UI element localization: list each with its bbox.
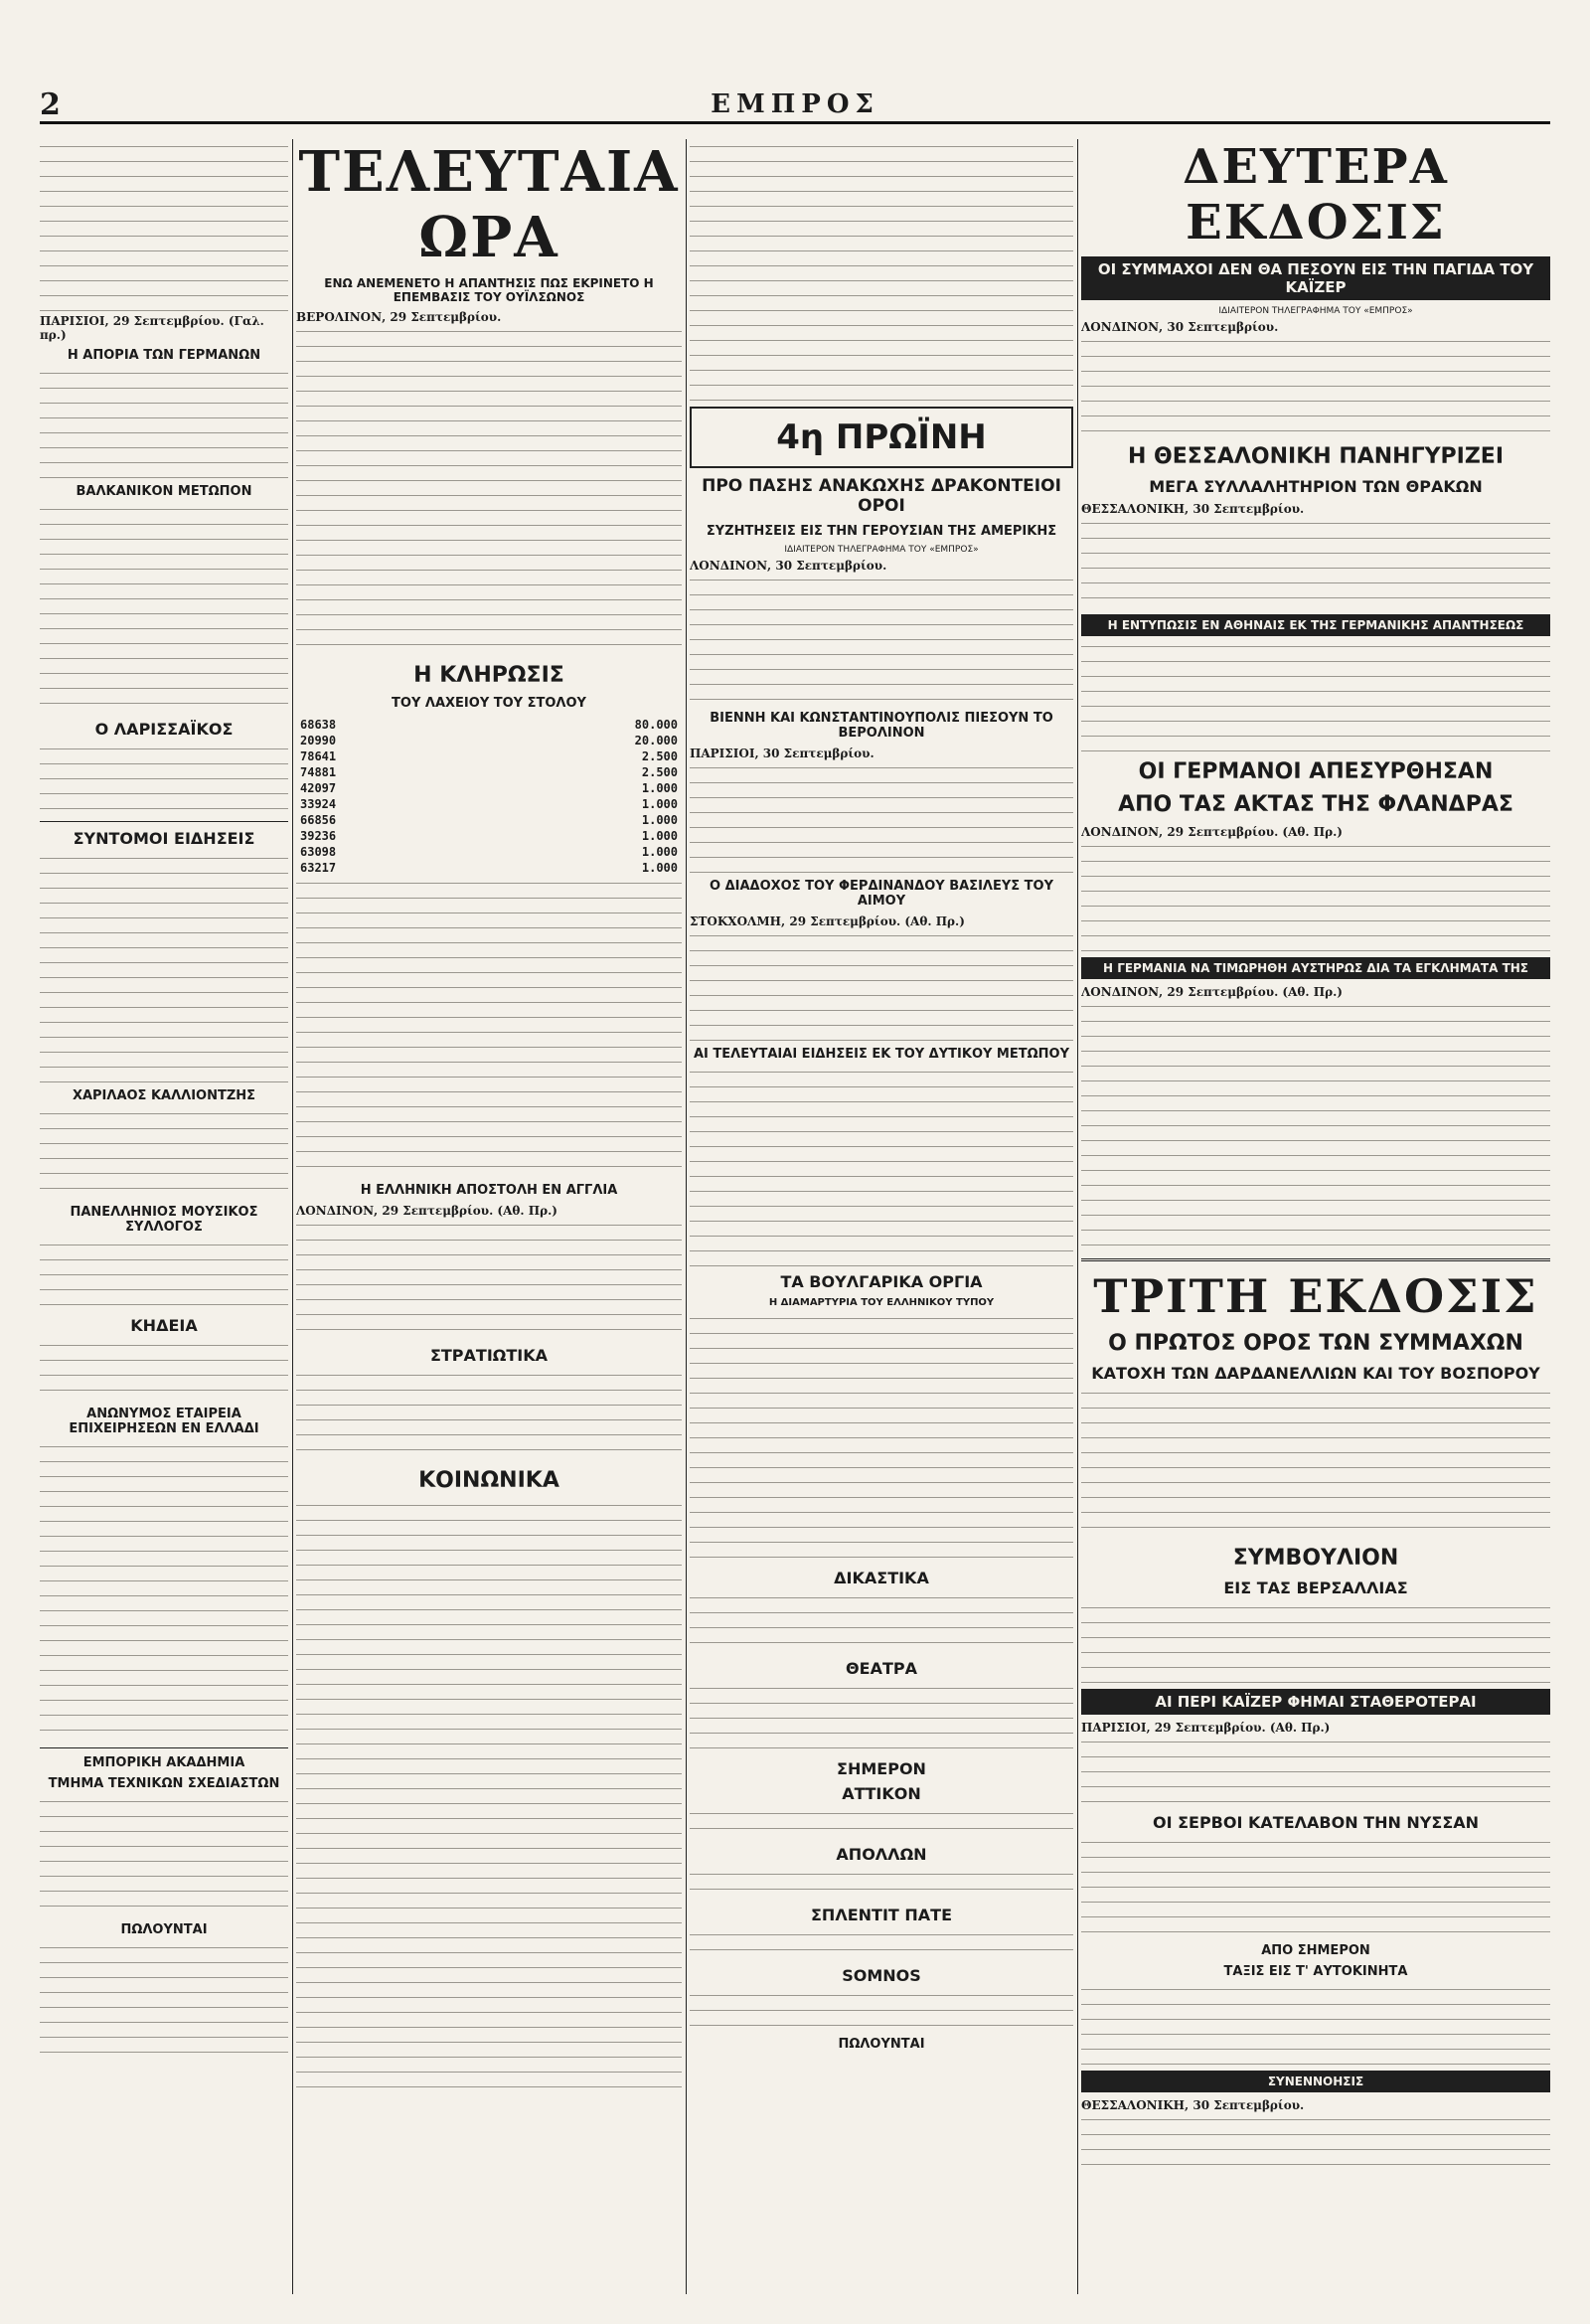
text-block [40, 1442, 288, 1741]
text-block [1081, 1603, 1550, 1683]
text-block [690, 1684, 1073, 1753]
column-2 [296, 139, 682, 2294]
lottery-number: 42097 [300, 781, 337, 795]
dateline: ΛΟΝΔΙΝΟΝ, 30 Σεπτεμβρίου. [1081, 320, 1279, 334]
headline: 4η ΠΡΩΪΝΗ [776, 417, 987, 457]
text-block [690, 576, 1073, 705]
headline: ΤΕΛΕΥΤΑΙΑ ΩΡΑ [298, 139, 680, 270]
banner-heading: ΣΥΝΕΝΝΟΗΣΙΣ [1081, 2071, 1550, 2092]
text-block [690, 1991, 1073, 2031]
banner-heading: ΑΙ ΠΕΡΙ ΚΑΪΖΕΡ ΦΗΜΑΙ ΣΤΑΘΕΡΟΤΕΡΑΙ [1081, 1689, 1550, 1715]
section-heading: ΠΡΟ ΠΑΣΗΣ ΑΝΑΚΩΧΗΣ ΔΡΑΚΟΝΤΕΙΟΙ ΟΡΟΙ [702, 476, 1061, 516]
lottery-prize: 80.000 [634, 718, 678, 732]
text-block [1081, 642, 1550, 751]
lottery-number: 74881 [300, 765, 337, 779]
section-heading: ΑΠΟ ΣΗΜΕΡΟΝ [1261, 1943, 1370, 1958]
text-block [40, 1943, 288, 2063]
lottery-number: 33924 [300, 797, 337, 811]
section-heading: Ο ΔΙΑΔΟΧΟΣ ΤΟΥ ΦΕΡΔΙΝΑΝΔΟΥ ΒΑΣΙΛΕΥΣ ΤΟΥ ΑΙΜΟΥ [710, 879, 1053, 909]
divider [40, 821, 288, 822]
lottery-row [296, 812, 682, 828]
section-heading: ΚΗΔΕΙΑ [130, 1316, 198, 1335]
text-block [690, 931, 1073, 1041]
dateline: ΛΟΝΔΙΝΟΝ, 30 Σεπτεμβρίου. [690, 559, 887, 573]
lottery-prize: 2.500 [641, 749, 678, 763]
text-block [690, 763, 1073, 873]
text-block [296, 879, 682, 1177]
section-heading: ΘΕΑΤΡΑ [846, 1659, 917, 1678]
dateline: ΣΤΟΚΧΟΛΜΗ, 29 Σεπτεμβρίου. (Αθ. Πρ.) [690, 914, 965, 928]
text-block [40, 1797, 288, 1916]
column-rule [292, 139, 293, 2294]
column-4 [1081, 139, 1550, 2294]
lottery-row [296, 717, 682, 733]
text-block [690, 142, 1073, 401]
column-3 [690, 139, 1073, 2294]
text-block [690, 1068, 1073, 1266]
lottery-prize: 20.000 [634, 734, 678, 747]
telegram-label: ΙΔΙΑΙΤΕΡΟΝ ΤΗΛΕΓΡΑΦΗΜΑ ΤΟΥ «ΕΜΠΡΟΣ» [784, 545, 979, 555]
lottery-prize: 1.000 [641, 829, 678, 843]
text-block [690, 1809, 1073, 1839]
section-subheading: ΤΑΞΙΣ ΕΙΣ Τ' ΑΥΤΟΚΙΝΗΤΑ [1223, 1964, 1408, 1979]
dateline: ΘΕΣΣΑΛΟΝΙΚΗ, 30 Σεπτεμβρίου. [1081, 502, 1305, 516]
dateline: ΛΟΝΔΙΝΟΝ, 29 Σεπτεμβρίου. (Αθ. Πρ.) [296, 1204, 557, 1218]
column-1 [40, 139, 288, 2294]
section-subheading: Η ΔΙΑΜΑΡΤΥΡΙΑ ΤΟΥ ΕΛΛΗΝΙΚΟΥ ΤΥΠΟΥ [768, 1297, 995, 1308]
text-block [40, 142, 288, 311]
lottery-number: 20990 [300, 734, 337, 747]
lottery-row [296, 733, 682, 748]
section-heading: ΤΑ ΒΟΥΛΓΑΡΙΚΑ ΟΡΓΙΑ [780, 1272, 983, 1291]
paper-name: ΕΜΠΡΟΣ [711, 89, 879, 119]
text-block [296, 1371, 682, 1460]
text-block [296, 327, 682, 655]
text-block [690, 1593, 1073, 1653]
section-heading: ΑΙ ΤΕΛΕΥΤΑΙΑΙ ΕΙΔΗΣΕΙΣ ΕΚ ΤΟΥ ΔΥΤΙΚΟΥ ΜΕΤΩΠΟΥ [693, 1047, 1070, 1062]
lottery-number: 78641 [300, 749, 337, 763]
section-heading: ΑΠΟΛΛΩΝ [836, 1845, 927, 1864]
section-heading: ΚΟΙΝΩΝΙΚΑ [418, 1468, 559, 1493]
lottery-row [296, 796, 682, 812]
lottery-row [296, 860, 682, 876]
section-heading: Ο ΛΑΡΙΣΣΑΪΚΟΣ [94, 720, 234, 739]
text-block [1081, 1985, 1550, 2065]
text-block [1081, 519, 1550, 608]
lottery-row [296, 844, 682, 860]
dateline: ΒΕΡΟΛΙΝΟΝ, 29 Σεπτεμβρίου. [296, 310, 502, 324]
section-heading: Η ΘΕΣΣΑΛΟΝΙΚΗ ΠΑΝΗΓΥΡΙΖΕΙ [1127, 444, 1505, 469]
text-block [40, 854, 288, 1082]
subheadline: ΕΝΩ ΑΝΕΜΕΝΕΤΟ Η ΑΠΑΝΤΗΣΙΣ ΠΩΣ ΕΚΡΙΝΕΤΟ Η ΕΠΕΜΒΑΣΙΣ ΤΟΥ ΟΥΪΛΣΩΝΟΣ [324, 276, 654, 304]
headline-box [690, 407, 1073, 468]
section-subheading: ΤΟΥ ΛΑΧΕΙΟΥ ΤΟΥ ΣΤΟΛΟΥ [392, 696, 586, 711]
section-heading: ΠΑΝΕΛΛΗΝΙΟΣ ΜΟΥΣΙΚΟΣ ΣΥΛΛΟΓΟΣ [70, 1205, 258, 1235]
section-heading: ΣΠΛΕΝΤΙΤ ΠΑΤΕ [811, 1906, 952, 1924]
section-heading: Η ΚΛΗΡΩΣΙΣ [413, 663, 564, 688]
section-heading: ΒΙΕΝΝΗ ΚΑΙ ΚΩΝΣΤΑΝΤΙΝΟΥΠΟΛΙΣ ΠΙΕΣΟΥΝ ΤΟ ΒΕΡΟΛΙΝΟΝ [710, 711, 1053, 741]
text-block [40, 1241, 288, 1310]
banner-heading: Η ΓΕΡΜΑΝΙΑ ΝΑ ΤΙΜΩΡΗΘΗ ΑΥΣΤΗΡΩΣ ΔΙΑ ΤΑ ΕΓΚΛΗΜΑΤΑ ΤΗΣ [1081, 957, 1550, 979]
lottery-number: 39236 [300, 829, 337, 843]
lottery-prize: 1.000 [641, 797, 678, 811]
section-heading: ΟΙ ΓΕΡΜΑΝΟΙ ΑΠΕΣΥΡΘΗΣΑΝ [1138, 759, 1494, 784]
dateline: ΠΑΡΙΣΙΟΙ, 30 Σεπτεμβρίου. [690, 747, 874, 760]
lottery-table [296, 717, 682, 876]
section-subheading: ΣΥΖΗΤΗΣΕΙΣ ΕΙΣ ΤΗΝ ΓΕΡΟΥΣΙΑΝ ΤΗΣ ΑΜΕΡΙΚΗΣ [706, 524, 1057, 539]
text-block [1081, 2115, 1550, 2175]
dateline: ΛΟΝΔΙΝΟΝ, 29 Σεπτεμβρίου. (Αθ. Πρ.) [1081, 985, 1343, 999]
text-block [1081, 1002, 1550, 1250]
text-block [1081, 1838, 1550, 1937]
section-subheading: ΕΙΣ ΤΑΣ ΒΕΡΣΑΛΛΙΑΣ [1223, 1578, 1408, 1597]
lottery-prize: 1.000 [641, 813, 678, 827]
section-heading: ΑΝΩΝΥΜΟΣ ΕΤΑΙΡΕΙΑ ΕΠΙΧΕΙΡΗΣΕΩΝ ΕΝ ΕΛΛΑΔΙ [69, 1407, 259, 1436]
headline: ΔΕΥΤΕΡΑ ΕΚΔΟΣΙΣ [1183, 139, 1449, 250]
text-block [40, 745, 288, 814]
text-block [296, 1221, 682, 1340]
masthead [40, 87, 1550, 124]
section-heading: ΑΠΟ ΤΑΣ ΑΚΤΑΣ ΤΗΣ ΦΛΑΝΔΡΑΣ [1118, 792, 1513, 817]
page-number: 2 [40, 87, 61, 122]
section-heading: ΔΙΚΑΣΤΙΚΑ [834, 1569, 929, 1587]
dateline: ΠΑΡΙΣΙΟΙ, 29 Σεπτεμβρίου. (Γαλ. πρ.) [40, 314, 264, 342]
column-rule [1077, 139, 1078, 2294]
section-heading: ΣΤΡΑΤΙΩΤΙΚΑ [429, 1346, 549, 1365]
text-block [690, 1870, 1073, 1900]
text-block [1081, 1738, 1550, 1807]
text-block [40, 1109, 288, 1199]
text-block [40, 1341, 288, 1401]
lottery-prize: 2.500 [641, 765, 678, 779]
section-heading: SOMNOS [842, 1966, 921, 1985]
lottery-prize: 1.000 [641, 861, 678, 875]
banner-heading: ΟΙ ΣΥΜΜΑΧΟΙ ΔΕΝ ΘΑ ΠΕΣΟΥΝ ΕΙΣ ΤΗΝ ΠΑΓΙΔΑ ΤΟΥ ΚΑΪΖΕΡ [1081, 256, 1550, 300]
dateline: ΛΟΝΔΙΝΟΝ, 29 Σεπτεμβρίου. (Αθ. Πρ.) [1081, 825, 1343, 839]
section-heading: ΕΜΠΟΡΙΚΗ ΑΚΑΔΗΜΙΑ [82, 1755, 245, 1770]
text-block [40, 505, 288, 714]
text-block [1081, 842, 1550, 951]
banner-heading: Η ΕΝΤΥΠΩΣΙΣ ΕΝ ΑΘΗΝΑΙΣ ΕΚ ΤΗΣ ΓΕΡΜΑΝΙΚΗΣ ΑΠΑΝΤΗΣΕΩΣ [1081, 614, 1550, 636]
lottery-row [296, 828, 682, 844]
lottery-prize: 1.000 [641, 845, 678, 859]
notice: ΠΩΛΟΥΝΤΑΙ [120, 1922, 208, 1937]
section-heading: ΣΥΜΒΟΥΛΙΟΝ [1232, 1546, 1399, 1571]
section-heading: ΣΥΝΤΟΜΟΙ ΕΙΔΗΣΕΙΣ [73, 829, 255, 848]
lottery-prize: 1.000 [641, 781, 678, 795]
lottery-row [296, 764, 682, 780]
lottery-number: 63098 [300, 845, 337, 859]
text-block [1081, 337, 1550, 436]
section-heading: Ο ΠΡΩΤΟΣ ΟΡΟΣ ΤΩΝ ΣΥΜΜΑΧΩΝ [1108, 1331, 1523, 1356]
divider [40, 1747, 288, 1748]
section-subheading: ΜΕΓΑ ΣΥΛΛΑΛΗΤΗΡΙΟΝ ΤΩΝ ΘΡΑΚΩΝ [1149, 477, 1483, 496]
section-heading: ΣΗΜΕΡΟΝ [837, 1759, 926, 1778]
lottery-row [296, 748, 682, 764]
section-heading: ΤΜΗΜΑ ΤΕΧΝΙΚΩΝ ΣΧΕΔΙΑΣΤΩΝ [48, 1776, 280, 1791]
text-block [690, 1314, 1073, 1563]
lottery-number: 66856 [300, 813, 337, 827]
notice: ΠΩΛΟΥΝΤΑΙ [838, 2037, 925, 2052]
text-block [690, 1930, 1073, 1960]
section-heading: ΑΤΤΙΚΟΝ [842, 1784, 921, 1803]
lottery-row [296, 780, 682, 796]
dateline: ΘΕΣΣΑΛΟΝΙΚΗ, 30 Σεπτεμβρίου. [1081, 2098, 1305, 2112]
section-heading: ΒΑΛΚΑΝΙΚΟΝ ΜΕΤΩΠΟΝ [76, 484, 252, 499]
text-block [296, 1501, 682, 2097]
text-block [1081, 1389, 1550, 1538]
telegram-label: ΙΔΙΑΙΤΕΡΟΝ ΤΗΛΕΓΡΑΦΗΜΑ ΤΟΥ «ΕΜΠΡΟΣ» [1218, 306, 1413, 316]
dateline: ΠΑΡΙΣΙΟΙ, 29 Σεπτεμβρίου. (Αθ. Πρ.) [1081, 1721, 1331, 1735]
divider [1081, 1258, 1550, 1261]
section-heading: ΧΑΡΙΛΑΟΣ ΚΑΛΛΙΟΝΤΖΗΣ [72, 1088, 256, 1103]
section-heading: Η ΑΠΟΡΙΑ ΤΩΝ ΓΕΡΜΑΝΩΝ [67, 348, 261, 363]
section-subheading: ΚΑΤΟΧΗ ΤΩΝ ΔΑΡΔΑΝΕΛΛΙΩΝ ΚΑΙ ΤΟΥ ΒΟΣΠΟΡΟΥ [1091, 1364, 1540, 1383]
section-heading: ΟΙ ΣΕΡΒΟΙ ΚΑΤΕΛΑΒΟΝ ΤΗΝ ΝΥΣΣΑΝ [1152, 1813, 1480, 1832]
lottery-number: 63217 [300, 861, 337, 875]
section-heading: Η ΕΛΛΗΝΙΚΗ ΑΠΟΣΤΟΛΗ ΕΝ ΑΓΓΛΙΑ [360, 1183, 618, 1198]
column-rule [686, 139, 687, 2294]
headline: ΤΡΙΤΗ ΕΚΔΟΣΙΣ [1093, 1269, 1538, 1323]
text-block [40, 369, 288, 478]
lottery-number: 68638 [300, 718, 337, 732]
